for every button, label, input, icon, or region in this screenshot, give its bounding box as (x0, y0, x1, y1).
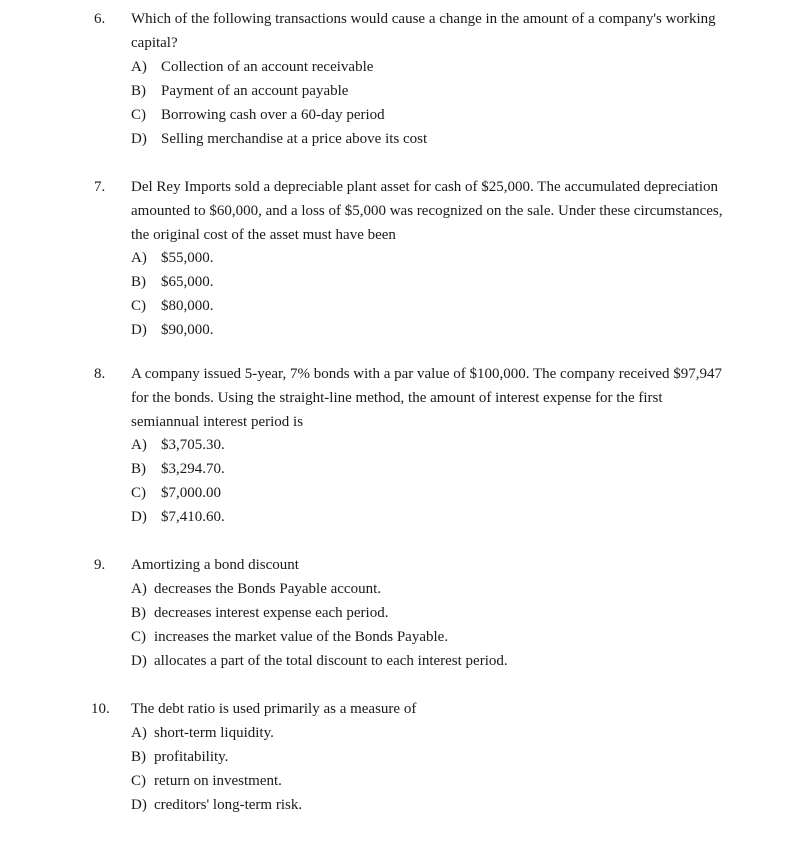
option-letter: A) (131, 59, 147, 75)
option-text: $65,000. (161, 274, 214, 290)
option-letter: D) (131, 131, 147, 147)
option-a[interactable] (131, 55, 427, 79)
option-text: $55,000. (161, 250, 214, 266)
question-number: 8. (94, 366, 106, 382)
option-text: Selling merchandise at a price above its cost (161, 131, 428, 147)
option-letter: D) (131, 653, 147, 669)
option-letter: D) (131, 322, 147, 338)
option-text: decreases the Bonds Payable account. (154, 581, 381, 597)
option-b[interactable] (131, 457, 225, 481)
option-letter: C) (131, 298, 146, 314)
option-text: short-term liquidity. (154, 725, 274, 741)
question-number: 10. (91, 701, 110, 717)
option-letter: B) (131, 83, 146, 99)
option-letter: C) (131, 485, 146, 501)
option-letter: D) (131, 797, 147, 813)
option-text: decreases interest expense each period. (154, 605, 389, 621)
option-c[interactable] (131, 769, 302, 793)
option-letter: B) (131, 605, 146, 621)
option-c[interactable] (131, 103, 427, 127)
option-b[interactable] (131, 79, 427, 103)
question-number: 7. (94, 179, 106, 195)
option-text: $80,000. (161, 298, 214, 314)
answer-options (131, 246, 214, 342)
option-a[interactable] (131, 433, 225, 457)
option-d[interactable] (131, 793, 302, 817)
option-text: return on investment. (154, 773, 282, 789)
option-text: Collection of an account receivable (161, 59, 374, 75)
option-text: $7,000.00 (161, 485, 221, 501)
option-a[interactable] (131, 721, 302, 745)
option-letter: A) (131, 250, 147, 266)
answer-options (131, 721, 302, 817)
option-b[interactable] (131, 601, 508, 625)
answer-options (131, 433, 225, 529)
option-text: Payment of an account payable (161, 83, 349, 99)
option-letter: A) (131, 581, 147, 597)
option-letter: B) (131, 749, 146, 765)
question-text: The debt ratio is used primarily as a measure of (131, 701, 417, 717)
option-text: increases the market value of the Bonds Payable. (154, 629, 449, 645)
option-text: $7,410.60. (161, 509, 225, 525)
option-a[interactable] (131, 246, 214, 270)
option-text: $90,000. (161, 322, 214, 338)
option-letter: C) (131, 629, 146, 645)
option-text: $3,705.30. (161, 437, 225, 453)
option-letter: A) (131, 725, 147, 741)
question-number: 6. (94, 11, 106, 27)
question-number: 9. (94, 557, 106, 573)
answer-options (131, 55, 427, 151)
option-text: profitability. (154, 749, 229, 765)
option-c[interactable] (131, 625, 508, 649)
question-text: Amortizing a bond discount (131, 557, 299, 573)
option-text: Borrowing cash over a 60-day period (161, 107, 385, 123)
question-text: A company issued 5-year, 7% bonds with a par value of $100,000. The company received $97,947 for the bonds. Using the straight-line method, the amount of interest expense for the first semiannual interest period is (131, 366, 723, 430)
option-text: $3,294.70. (161, 461, 225, 477)
option-text: allocates a part of the total discount to each interest period. (154, 653, 508, 669)
option-b[interactable] (131, 745, 302, 769)
option-letter: C) (131, 107, 146, 123)
option-letter: B) (131, 461, 146, 477)
option-d[interactable] (131, 505, 225, 529)
option-letter: B) (131, 274, 146, 290)
question-text: Which of the following transactions would cause a change in the amount of a company's working capital? (131, 11, 716, 51)
option-letter: A) (131, 437, 147, 453)
option-d[interactable] (131, 649, 508, 673)
option-b[interactable] (131, 270, 214, 294)
answer-options (131, 577, 508, 673)
question-text: Del Rey Imports sold a depreciable plant asset for cash of $25,000. The accumulated depreciation amounted to $60,000, and a loss of $5,000 was recognized on the sale. Under these circumstances, the original cost of the asset must have been (131, 179, 723, 243)
option-c[interactable] (131, 294, 214, 318)
option-text: creditors' long-term risk. (154, 797, 303, 813)
option-a[interactable] (131, 577, 508, 601)
option-d[interactable] (131, 318, 214, 342)
option-d[interactable] (131, 127, 427, 151)
option-c[interactable] (131, 481, 225, 505)
option-letter: D) (131, 509, 147, 525)
option-letter: C) (131, 773, 146, 789)
